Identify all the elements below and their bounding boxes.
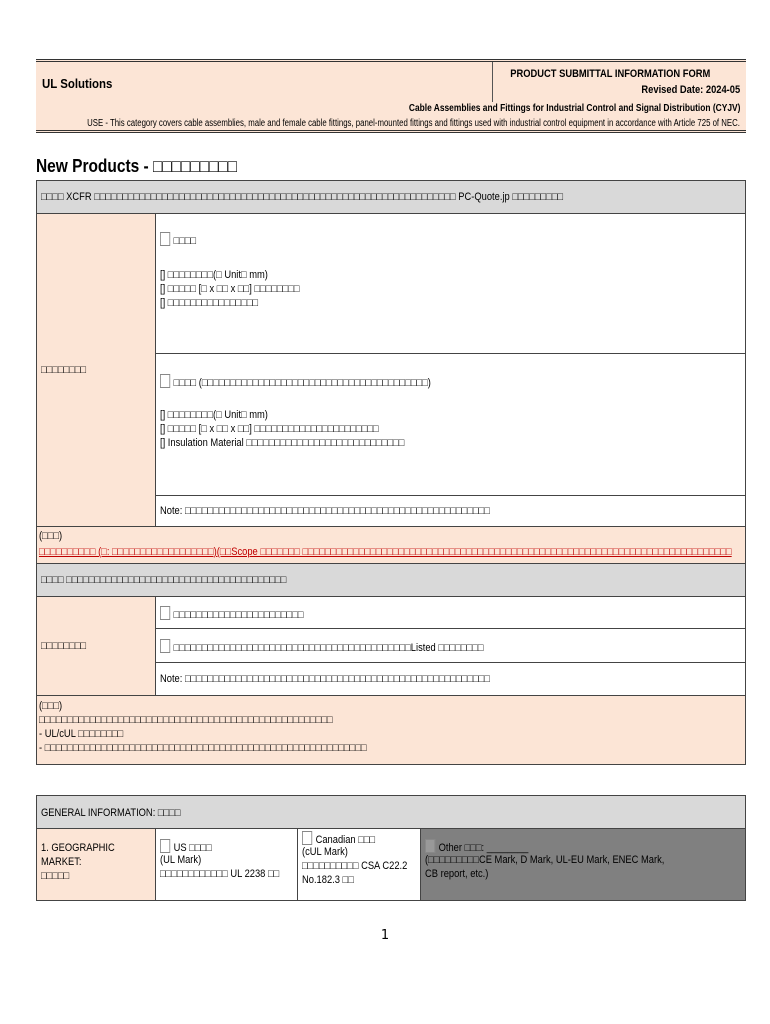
q1-note-cell: [155, 495, 746, 527]
market-canada-label: Canadian □□□: [315, 834, 376, 846]
checkbox[interactable]: [160, 232, 170, 246]
q2-row-label-cell: [36, 596, 156, 696]
q2-remark-cell: [36, 695, 746, 765]
q1-header: [36, 180, 746, 214]
checkbox[interactable]: [425, 839, 435, 853]
q1-option2-cell: [155, 353, 746, 496]
q2-option1[interactable]: [160, 606, 304, 621]
general-header: [36, 795, 746, 829]
q1-row-label: □□□□□□□□: [41, 364, 87, 376]
q1-note: Note: □□□□□□□□□□□□□□□□□□□□□□□□□□□□□□□□□□□□□□□□□□□□□□□□□□□□□□: [160, 505, 490, 517]
market-canada-standard-no: No.182.3 □□: [302, 874, 354, 886]
market-other-label: Other □□□: ________: [438, 842, 529, 854]
section-title: New Products - □□□□□□□□□: [36, 156, 238, 176]
q1-row-label-cell: [36, 213, 156, 527]
q1-option2-line: [] Insulation Material □□□□□□□□□□□□□□□□□□□□□□□□□□□□: [160, 437, 405, 449]
revised-date: Revised Date: 2024-05: [641, 84, 740, 96]
q1-option1-line: [] □□□□□□□□□□□□□□□□: [160, 297, 259, 309]
market-other-cell: [420, 828, 746, 901]
market-us-cell: [155, 828, 298, 901]
checkbox[interactable]: [302, 831, 312, 845]
market-us-label: US □□□□: [173, 842, 212, 854]
form-title: PRODUCT SUBMITTAL INFORMATION FORM: [510, 68, 710, 80]
q1-remark-cell: [36, 526, 746, 564]
market-us-standard: □□□□□□□□□□□□ UL 2238 □□: [160, 868, 280, 880]
market-canada-standard: □□□□□□□□□□ CSA C22.2: [302, 860, 408, 872]
checkbox[interactable]: [160, 839, 170, 853]
q1-option2-line: [] □□□□□□□□(□ Unit□ mm): [160, 409, 268, 421]
q2-row-label: □□□□□□□□: [41, 640, 87, 652]
geo-label-cell: [36, 828, 156, 901]
q1-remark[interactable]: □□□□□□□□□□ (□: □□□□□□□□□□□□□□□□□□)(□□Scope □□□□□□□ □□□□□□□□□□□□□□□□□□□□□□□□□□□□□□□□□□□□□□□□□□□□□□□□□□□□□□□□□□□□□□□□□□□□□□□□□□□□: [39, 546, 732, 558]
use-description: USE - This category covers cable assemblies, male and female cable fittings, panel-mounted fittings and fittings used with industrial control equipment in accordance with Article 725 of NEC.: [87, 118, 740, 129]
q1-option2-line: [] □□□□□ [□ x □□ x □□] □□□□□□□□□□□□□□□□□□□□□□: [160, 423, 379, 435]
general-header-text: GENERAL INFORMATION: □□□□: [41, 807, 181, 819]
q2-header-text: □□□□ □□□□□□□□□□□□□□□□□□□□□□□□□□□□□□□□□□□□□□□: [41, 574, 287, 586]
market-other[interactable]: [425, 839, 664, 881]
q2-remark-head: (□□□): [39, 700, 63, 712]
geo-label-line: □□□□□: [41, 870, 70, 882]
category-title: Cable Assemblies and Fittings for Industrial Control and Signal Distribution (CYJV): [408, 102, 740, 114]
market-canada[interactable]: [302, 831, 407, 887]
brand-name: UL Solutions: [42, 76, 113, 91]
header-divider: [492, 62, 493, 102]
market-other-examples-2: CB report, etc.): [425, 868, 489, 880]
option-label: □□□□ (□□□□□□□□□□□□□□□□□□□□□□□□□□□□□□□□□□□□□□□□): [173, 377, 431, 389]
checkbox[interactable]: [160, 374, 170, 388]
market-us[interactable]: [160, 839, 279, 881]
q2-option1-cell: [155, 596, 746, 629]
q1-option2[interactable]: [160, 374, 431, 389]
q2-option2-cell: [155, 628, 746, 663]
q1-option2-lines: [160, 408, 404, 450]
q1-header-text: □□□□ XCFR □□□□□□□□□□□□□□□□□□□□□□□□□□□□□□□□□□□□□□□□□□□□□□□□□□□□□□□□□□□□□□□□ PC-Quote.jp □□□□□□□□□: [41, 191, 564, 203]
option-label: □□□□□□□□□□□□□□□□□□□□□□□: [173, 609, 304, 621]
geo-label-line: MARKET:: [41, 856, 82, 868]
q2-remark: [39, 699, 367, 755]
market-us-mark: (UL Mark): [160, 854, 202, 866]
geo-label: [41, 841, 115, 883]
q2-remark-line: □□□□□□□□□□□□□□□□□□□□□□□□□□□□□□□□□□□□□□□□□□□□□□□□□□□□: [39, 714, 333, 726]
q1-option1-line: [] □□□□□ [□ x □□ x □□] □□□□□□□□: [160, 283, 300, 295]
market-canada-cell: [297, 828, 421, 901]
checkbox[interactable]: [160, 639, 170, 653]
q2-remark-line: - UL/cUL □□□□□□□□: [39, 728, 124, 740]
q2-remark-line: - □□□□□□□□□□□□□□□□□□□□□□□□□□□□□□□□□□□□□□□□□□□□□□□□□□□□□□□□□: [39, 742, 367, 754]
q2-header: [36, 563, 746, 597]
q2-note: Note: □□□□□□□□□□□□□□□□□□□□□□□□□□□□□□□□□□□□□□□□□□□□□□□□□□□□□□: [160, 673, 490, 685]
market-other-examples: (□□□□□□□□□CE Mark, D Mark, UL-EU Mark, ENEC Mark,: [425, 854, 665, 866]
option-label: □□□□: [173, 235, 197, 247]
q1-option1-lines: [160, 268, 300, 310]
page-number: 1: [380, 928, 390, 943]
checkbox[interactable]: [160, 606, 170, 620]
q1-option1-cell: [155, 213, 746, 354]
q2-option2[interactable]: [160, 639, 484, 654]
q1-remark-head: (□□□): [39, 530, 63, 542]
option-label: □□□□□□□□□□□□□□□□□□□□□□□□□□□□□□□□□□□□□□□□□□Listed □□□□□□□□: [173, 642, 484, 654]
q1-option1-line: [] □□□□□□□□(□ Unit□ mm): [160, 269, 268, 281]
geo-label-line: 1. GEOGRAPHIC: [41, 842, 115, 854]
q1-option1[interactable]: [160, 232, 196, 247]
q2-note-cell: [155, 662, 746, 696]
market-canada-mark: (cUL Mark): [302, 846, 348, 858]
form-header: [36, 59, 746, 133]
